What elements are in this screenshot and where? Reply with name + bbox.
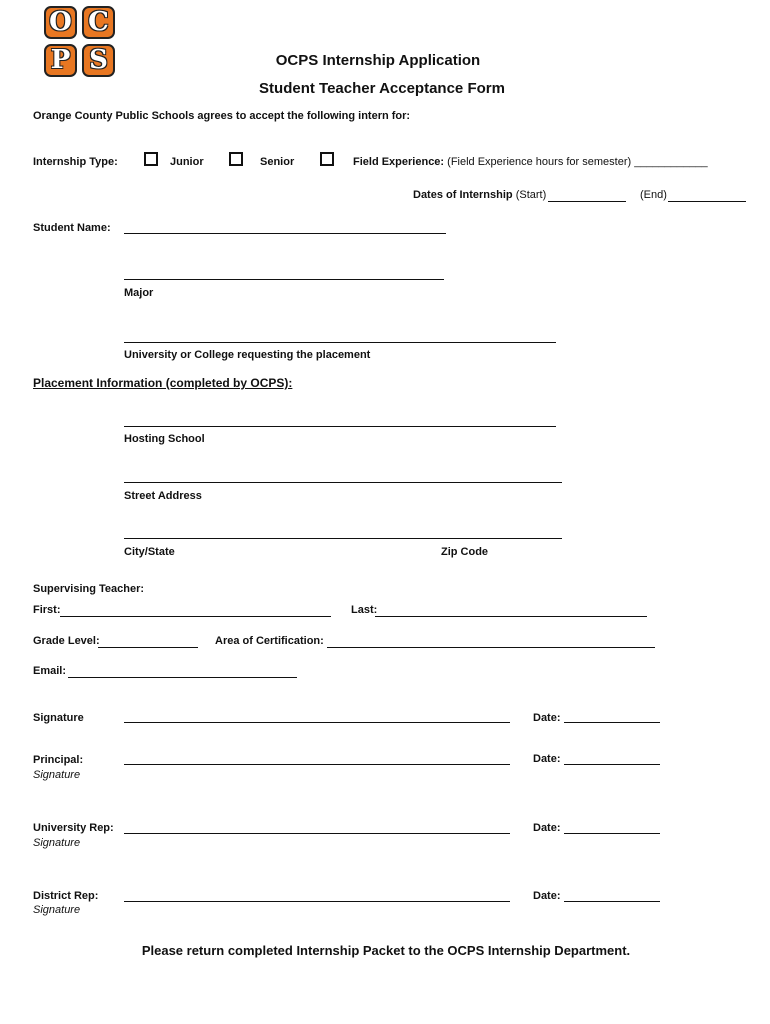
- area-of-certification-label: Area of Certification:: [215, 635, 324, 647]
- university-rep-date-field[interactable]: [564, 833, 660, 834]
- city-state-zip-field[interactable]: [124, 538, 562, 539]
- intro-text: Orange County Public Schools agrees to accept the following intern for:: [33, 110, 411, 122]
- senior-checkbox[interactable]: [229, 152, 243, 166]
- university-label: University or College requesting the placement: [124, 349, 371, 361]
- signature-label: Signature: [33, 712, 84, 724]
- email-field[interactable]: [68, 677, 297, 678]
- last-name-field[interactable]: [375, 616, 647, 617]
- dates-of-internship: [413, 189, 546, 201]
- logo-letter-o: O: [44, 6, 77, 39]
- grade-level-field[interactable]: [98, 647, 198, 648]
- first-name-label: First:: [33, 604, 61, 616]
- end-label: (End): [640, 189, 667, 201]
- start-label: (Start): [515, 189, 547, 201]
- university-field[interactable]: [124, 342, 556, 343]
- intern-signature-field[interactable]: [124, 722, 510, 723]
- field-experience-checkbox[interactable]: [320, 152, 334, 166]
- internship-type-label: Internship Type:: [33, 156, 118, 168]
- email-label: Email:: [33, 665, 67, 677]
- logo-letter-s: S: [82, 44, 115, 77]
- student-name-field[interactable]: [124, 233, 446, 234]
- senior-label: Senior: [260, 156, 295, 168]
- major-field[interactable]: [124, 279, 444, 280]
- university-rep-signature-field[interactable]: [124, 833, 510, 834]
- dates-label: Dates of Internship: [413, 189, 513, 201]
- field-experience-hours[interactable]: (Field Experience hours for semester) ____________: [447, 156, 708, 168]
- district-rep-signature-field[interactable]: [124, 901, 510, 902]
- placement-heading: Placement Information (completed by OCPS):: [33, 376, 293, 390]
- hosting-school-label: Hosting School: [124, 433, 205, 445]
- footer-note: Please return completed Internship Packet to the OCPS Internship Department.: [141, 943, 631, 958]
- district-rep-signature-sub: Signature: [33, 904, 81, 916]
- district-rep-label: District Rep:: [33, 890, 99, 902]
- page-subtitle: Student Teacher Acceptance Form: [259, 80, 505, 97]
- district-rep-date-field[interactable]: [564, 901, 660, 902]
- first-name-field[interactable]: [60, 616, 331, 617]
- street-address-label: Street Address: [124, 490, 202, 502]
- zip-code-label: Zip Code: [441, 546, 489, 558]
- principal-date-label: Date:: [533, 753, 561, 765]
- last-name-label: Last:: [351, 604, 378, 616]
- junior-checkbox[interactable]: [144, 152, 158, 166]
- junior-label: Junior: [170, 156, 204, 168]
- field-experience-label: Field Experience:: [353, 156, 445, 168]
- principal-signature-field[interactable]: [124, 764, 510, 765]
- principal-label: Principal:: [33, 754, 84, 766]
- student-name-label: Student Name:: [33, 222, 111, 234]
- intern-date-label: Date:: [533, 712, 561, 724]
- principal-date-field[interactable]: [564, 764, 660, 765]
- university-rep-signature-sub: Signature: [33, 837, 81, 849]
- field-experience-row: [353, 156, 708, 168]
- university-rep-label: University Rep:: [33, 822, 114, 834]
- hosting-school-field[interactable]: [124, 426, 556, 427]
- principal-signature-sub: Signature: [33, 769, 81, 781]
- supervising-teacher-heading: Supervising Teacher:: [33, 583, 145, 595]
- major-label: Major: [124, 287, 154, 299]
- university-rep-date-label: Date:: [533, 822, 561, 834]
- street-address-field[interactable]: [124, 482, 562, 483]
- grade-level-label: Grade Level:: [33, 635, 100, 647]
- intern-date-field[interactable]: [564, 722, 660, 723]
- district-rep-date-label: Date:: [533, 890, 561, 902]
- logo-letter-c: C: [82, 6, 115, 39]
- start-date-field[interactable]: [548, 201, 626, 202]
- logo-letter-p: P: [44, 44, 77, 77]
- city-state-label: City/State: [124, 546, 175, 558]
- area-of-certification-field[interactable]: [327, 647, 655, 648]
- page-title: OCPS Internship Application: [275, 52, 481, 69]
- end-date-field[interactable]: [668, 201, 746, 202]
